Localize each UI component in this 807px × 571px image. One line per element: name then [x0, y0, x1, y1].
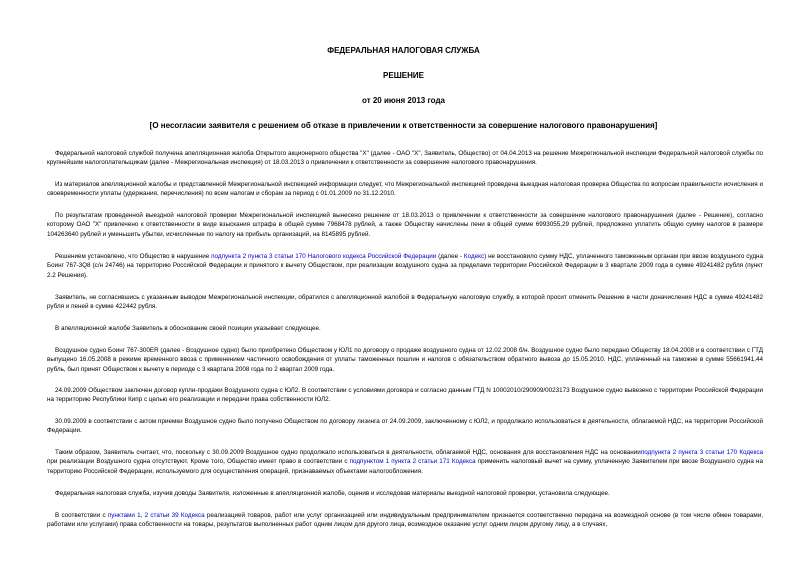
paragraph-7: Воздушное судно Боинг 767-300ER (далее - Воздушное судно) было приобретено Обществом у ЮЛ1 по договору о продаже воздушного судна от 12.02.2008 б/н. Воздушное судно было передано Обществу 18.04.2008 и в соответствии с ГТД выпущено 16.05.2008 в режиме временного ввоза с применением частичного освобождения от уплаты таможенных пошлин и налогов с обязательством обратного вывоза до 15.05.2010. НДС, уплаченный на таможне в сумме 55661941,44 рубль, был принят Обществом к вычету в периоде с 3 квартала 2008 года по 2 квартал 2009 года. [47, 347, 763, 373]
p4-text-2: (далее - [436, 253, 464, 260]
paragraph-9: 30.09.2009 в соответствии с актом приемки Воздушное судно было получено Обществом по договору лизинга от 24.09.2009, заключенному с ЮЛ2, и продолжало использоваться в деятельности, облагаемой НДС, на территории Российской Федерации. [47, 418, 763, 435]
paragraph-4 [47, 252, 763, 280]
link-article-39[interactable]: 2 статьи 39 Кодекса [144, 512, 205, 519]
paragraph-2: Из материалов апелляционной жалобы и представленной Межрегиональной инспекцией информации следует, что Межрегиональной инспекцией проведена выездная налоговая проверка Общества по вопросам правильности исчисления и своевременности уплаты (удержания, перечисления) по всем налогам и сборам за период с 01.01.2009 по 31.12.2010. [47, 181, 763, 198]
paragraph-12 [47, 511, 763, 530]
paragraph-5: Заявитель, не согласившись с указанным выводом Межрегиональной инспекции, обратился с апелляционной жалобой в Федеральную налоговую службу, в которой просит отменить Решение в части доначисления НДС в сумме 49241482 рубля и пеней в сумме 422442 рубля. [47, 294, 763, 311]
paragraph-11: Федеральная налоговая служба, изучив доводы Заявителя, изложенные в апелляционной жалобе, оценив и исследовав материалы выездной налоговой проверки, установила следующее. [55, 490, 610, 497]
document-subject: [О несогласии заявителя с решением об отказе в привлечении к ответственности за совершение налогового правонарушения] [149, 121, 658, 130]
link-tax-code[interactable]: Кодекс [463, 253, 485, 260]
paragraph-8: 24.09.2009 Обществом заключен договор купли-продажи Воздушного судна с ЮЛ2. В соответствии с условиями договора и согласно данным ГТД N 10002010/290909/0023173 Воздушное судно вывезено с территории Российской Федерации на территорию Республики Кипр с целью его реализации и передачи права собственности ЮЛ2. [47, 387, 763, 404]
p4-text-1: Решением установлено, что Общество в нарушение [55, 253, 212, 260]
link-subparagraph-2-article-170[interactable]: подпункта 2 пункта 3 статьи 170 Налогового кодекса Российской Федерации [211, 253, 437, 260]
link-subparagraph-1-article-171[interactable]: подпунктом 1 пункта 2 статьи 171 Кодекса [349, 458, 476, 466]
p10-text-3: применить налоговый вычет на сумму, уплаченную Заявителем при ввозе Воздушного судна на территорию Российской Федерации, используемого для осуществления операций, признаваемых объектами налогообложения. [47, 458, 763, 475]
p12-text-2: , [140, 512, 145, 519]
document-date: от 20 июня 2013 года [362, 96, 445, 105]
link-subparagraph-2-article-170-code[interactable]: подпункта 2 пункта 3 статьи 170 Кодекса [640, 449, 764, 456]
paragraph-1: Федеральной налоговой службой получена апелляционная жалоба Открытого акционерного общества "X" (далее - ОАО "X", Заявитель, Общество) от 04.04.2013 на решение Межрегиональной инспекции Федеральной налоговой службы по крупнейшим налогоплательщикам (далее - Межрегиональная инспекция) от 18.03.2013 о привлечении к ответственности за совершение налогового правонарушения. [47, 150, 763, 167]
p10-text-1: Таким образом, Заявитель считает, что, поскольку с 30.09.2009 Воздушное судно продолжало использоваться в деятельности, облагаемой НДС, основания для восстановления НДС на основании [55, 449, 641, 456]
paragraph-3: По результатам проведенной выездной налоговой проверки Межрегиональной инспекцией вынесено решение от 18.03.2013 о привлечении к ответственности за совершение налогового правонарушения (далее - Решение), согласно которому ОАО "X" привлечено к ответственности в виде взыскания штрафа в общей сумме 7968478 рублей, а также Обществу начислены пени в общей сумме 6993055,29 рублей, предложено уплатить общую сумму налогов в размере 104263640 рублей и уменьшить убытки, исчисленные по налогу на прибыль организаций, на 8145895 рублей. [47, 212, 763, 238]
p10-text-2: при реализации Воздушного судна отсутствуют. Кроме того, Общество имеет право в соответствии с [47, 458, 350, 466]
p12-text-1: В соответствии с [55, 512, 108, 519]
document-type: РЕШЕНИЕ [383, 71, 424, 80]
paragraph-10 [47, 448, 763, 476]
p12-text-3: реализацией товаров, работ или услуг организацией или индивидуальным предпринимателем признается соответственно передача на возмездной основе (в том числе обмен товарами, работами или услугами) права собственности на товары, результатов выполненных работ одним лицом для другого лица, возмездное оказание услуг одним лицом другому лицу, а в случаях, [47, 512, 764, 529]
agency-title: ФЕДЕРАЛЬНАЯ НАЛОГОВАЯ СЛУЖБА [327, 46, 480, 55]
p4-text-3: ) не восстановило сумму НДС, уплаченного таможенным органам при ввозе воздушного судна Боинг 767-3Q8 (с/н 24746) на территорию Российской Федерации и принятого к вычету Обществом, при реализации воздушного судна за пределами территории Российской Федерации в 3 квартале 2009 года в сумме 49241482 рубля (пункт 2.2 Решения). [47, 253, 764, 279]
paragraph-6: В апелляционной жалобе Заявитель в обоснование своей позиции указывает следующее. [55, 325, 321, 332]
link-points-1[interactable]: пунктами 1 [107, 512, 141, 519]
